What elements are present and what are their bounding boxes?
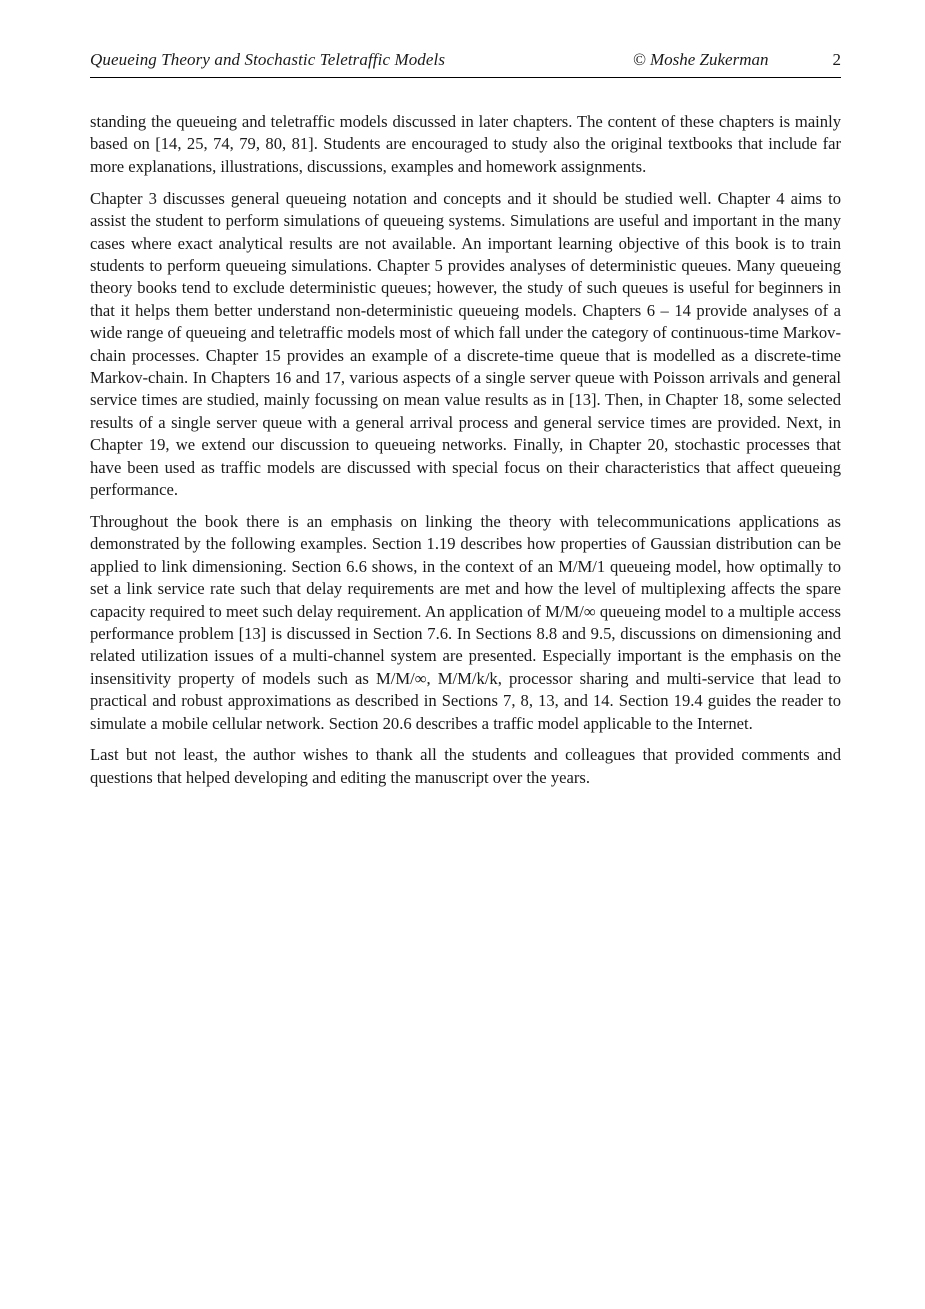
paragraph-intro-continuation: standing the queueing and teletraffic models discussed in later chapters. The content of these chapters is mainly based on [14, 25, 74, 79, 80, 81]. Students are encouraged to study also the original textbooks that include far more explanations, illustrations, discussions, examples and homework assignments. <box>90 112 841 176</box>
header-rule <box>90 77 841 78</box>
document-title: Queueing Theory and Stochastic Teletraffic Models <box>90 50 446 69</box>
paragraph-applications: Throughout the book there is an emphasis on linking the theory with telecommunications applications as demonstrated by the following examples. Section 1.19 describes how properties of Gaussian distribution can be applied to link dimensioning. Section 6.6 shows, in the context of an M/M/1 queueing model, how optimally to set a link service rate such that delay requirements are met and how the level of multiplexing affects the spare capacity required to meet such delay requirement. An application of M/M/∞ queueing model to a multiple access performance problem [13] is discussed in Section 7.6. In Sections 8.8 and 9.5, discussions on dimensioning and related utilization issues of a multi-channel system are presented. Especially important is the emphasis on the insensitivity property of models such as M/M/∞, M/M/k/k, processor sharing and multi-service that lead to practical and robust approximations as described in Sections 7, 8, 13, and 14. Section 19.4 guides the reader to simulate a mobile cellular network. Section 20.6 describes a traffic model applicable to the Internet. <box>90 511 841 733</box>
paragraph-chapter-overview: Chapter 3 discusses general queueing notation and concepts and it should be studied well. Chapter 4 aims to assist the student to perform simulations of queueing systems. Simulations are useful and important in the many cases where exact analytical results are not available. An important learning objective of this book is to train students to perform queueing simulations. Chapter 5 provides analyses of deterministic queues. Many queueing theory books tend to exclude deterministic queues; however, the study of such queues is useful for beginners in that it helps them better understand non-deterministic queueing models. Chapters 6 – 14 provide analyses of a wide range of queueing and teletraffic models most of which fall under the category of continuous-time Markov-chain processes. Chapter 15 provides an example of a discrete-time queue that is modelled as a discrete-time Markov-chain. In Chapters 16 and 17, various aspects of a single server queue with Poisson arrivals and general service times are studied, mainly focussing on mean value results as in [13]. Then, in Chapter 18, some selected results of a single server queue with a general arrival process and general service times are provided. Next, in Chapter 19, we extend our discussion to queueing networks. Finally, in Chapter 20, stochastic processes that have been used as traffic models are discussed with special focus on their characteristics that affect queueing performance. <box>90 188 841 499</box>
page-number: 2 <box>832 50 841 69</box>
copyright-notice: © Moshe Zukerman <box>632 50 769 69</box>
paragraph-acknowledgements: Last but not least, the author wishes to thank all the students and colleagues that provided comments and questions that helped developing and editing the manuscript over the years. <box>90 745 841 787</box>
page-body <box>90 111 841 789</box>
page-header <box>90 50 841 70</box>
